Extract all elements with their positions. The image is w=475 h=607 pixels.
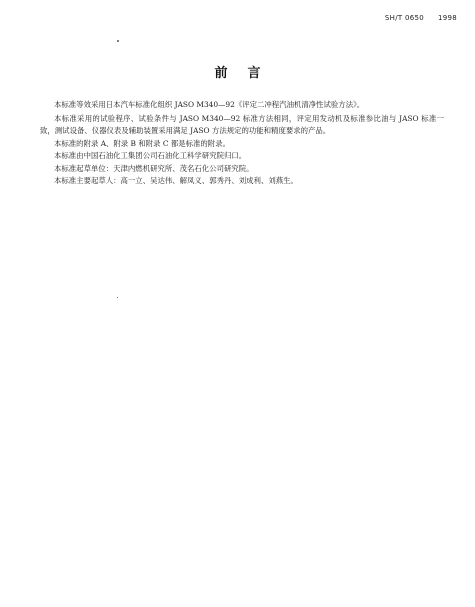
paragraph-responsible-unit: 本标准由中国石油化工集团公司石油化工科学研究院归口。 [54, 151, 247, 160]
paragraph-drafters: 本标准主要起草人：高一立、吴达伟、解凤义、郭秀丹、刘成利、刘燕生。 [54, 176, 298, 185]
paragraph-drafting-units: 本标准起草单位：天津内燃机研究所、茂名石化公司研究院。 [54, 163, 254, 173]
standard-code: SH/T 0650 [384, 14, 424, 22]
paragraph-adoption: 本标准等效采用日本汽车标准化组织 JASO M340—92《评定二冲程汽油机清净性试验方法》。 [54, 100, 365, 109]
scan-speck [117, 40, 119, 42]
paragraph-appendices: 本标准的附录 A、附录 B 和附录 C 都是标准的附录。 [54, 138, 230, 148]
scan-speck [117, 297, 118, 298]
standard-year: 1998 [437, 14, 457, 22]
paragraph-procedure: 本标准采用的试验程序、试验条件与 JASO M340—92 标准方法相同，评定用发动机及标准参比油与 JASO 标准一致，测试设备、仪器仪表及辅助装置采用满足 JASO 方法规定的功能和精度要求的产品。 [40, 113, 444, 135]
standard-header [385, 14, 457, 22]
foreword-body [40, 99, 444, 188]
page-title: 前言 [214, 66, 281, 81]
